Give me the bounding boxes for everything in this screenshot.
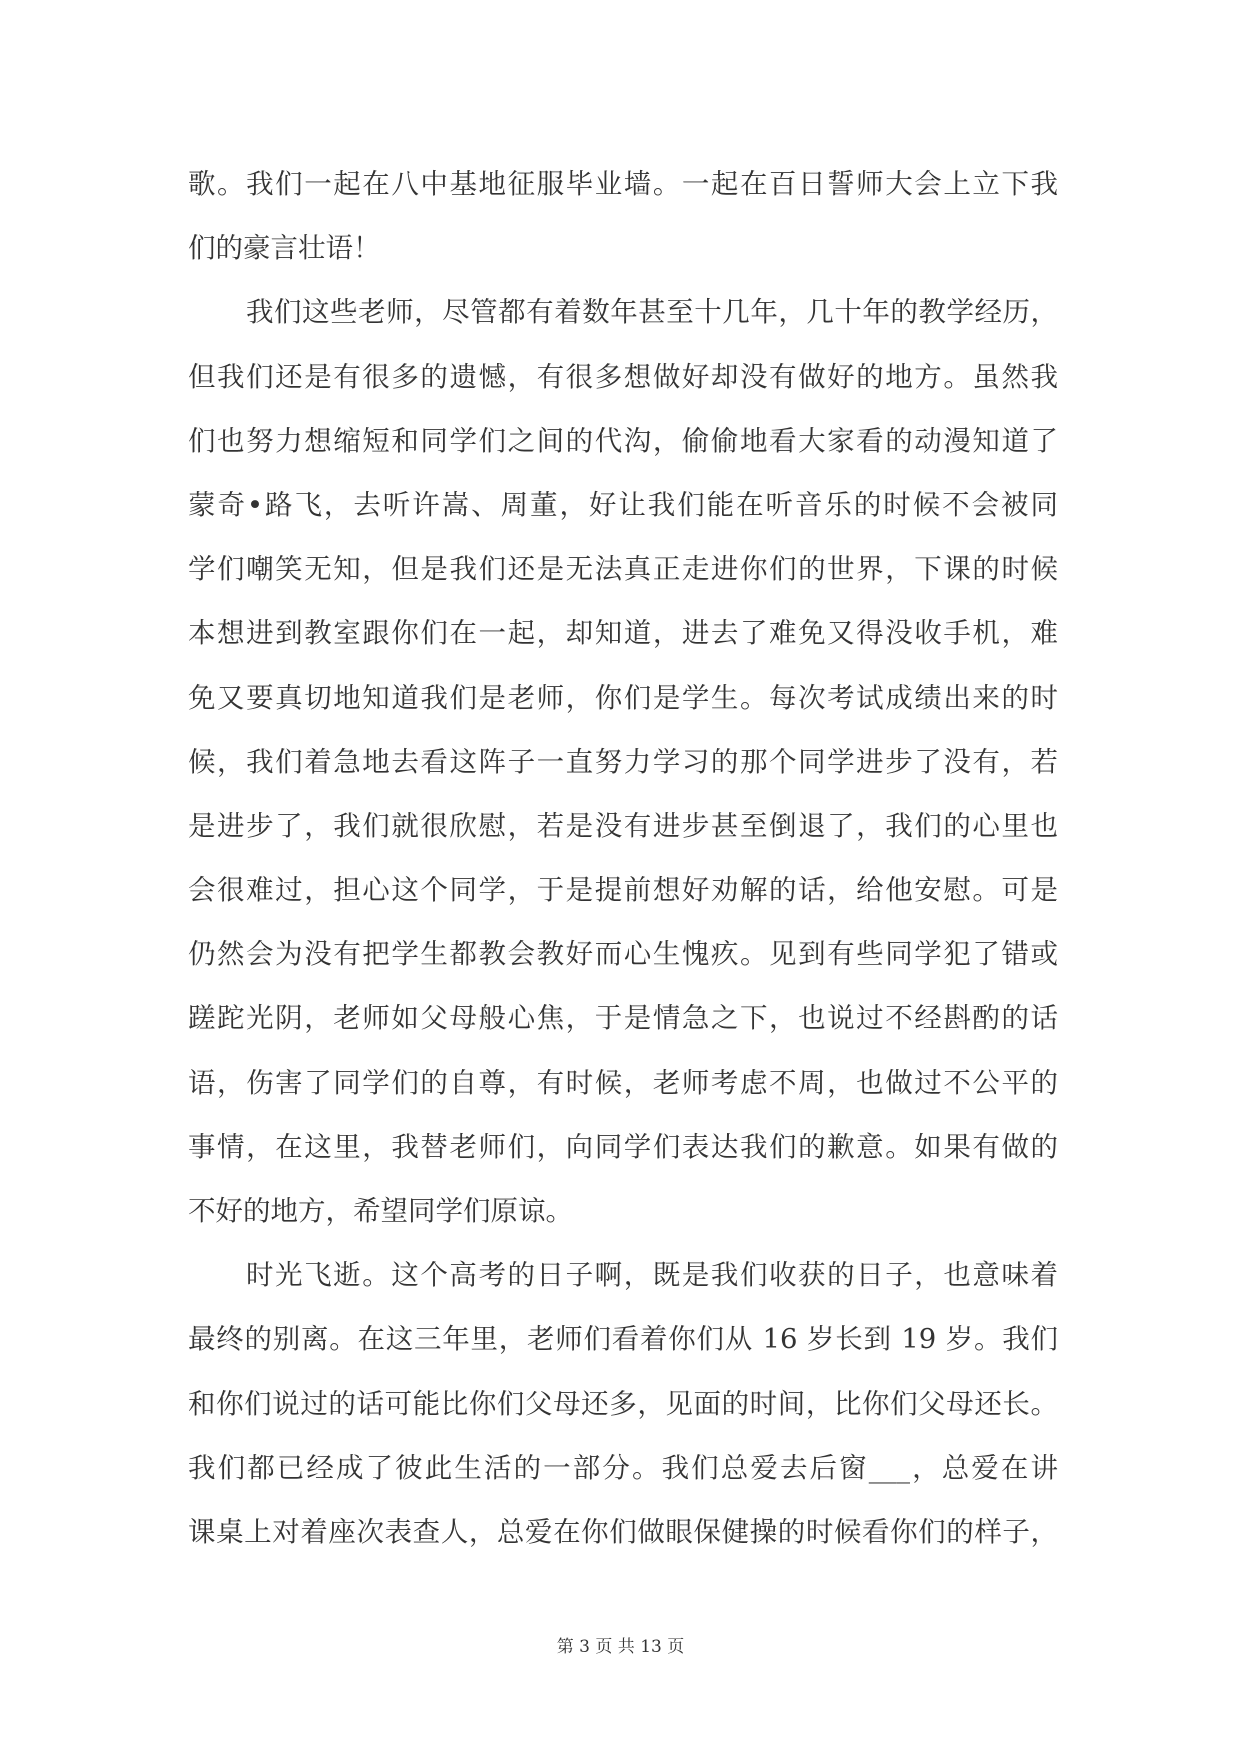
- text-line: 候，我们着急地去看这阵子一直努力学习的那个同学进步了没有，若: [188, 745, 1058, 778]
- page-number-footer: 第 3 页 共 13 页: [556, 1637, 685, 1657]
- text-line: 本想进到教室跟你们在一起，却知道，进去了难免又得没收手机，难: [188, 617, 1058, 650]
- text-line: 语，伤害了同学们的自尊，有时候，老师考虑不周，也做过不公平的: [188, 1066, 1058, 1099]
- text-line: 们也努力想缩短和同学们之间的代沟，偷偷地看大家看的动漫知道了: [188, 424, 1058, 457]
- text-line: 不好的地方，希望同学们原谅。: [188, 1195, 573, 1227]
- text-line: 学们嘲笑无知，但是我们还是无法真正走进你们的世界，下课的时候: [188, 553, 1058, 586]
- text-line: 和你们说过的话可能比你们父母还多，见面的时间，比你们父母还长。: [188, 1387, 1058, 1420]
- text-line: 我们都已经成了彼此生活的一部分。我们总爱去后窗___，总爱在讲: [188, 1451, 1058, 1484]
- text-line: 仍然会为没有把学生都教会教好而心生愧疚。见到有些同学犯了错或: [188, 938, 1058, 971]
- paragraph-start-line: 时光飞逝。这个高考的日子啊，既是我们收获的日子，也意味着: [246, 1259, 1058, 1292]
- text-line: 歌。我们一起在八中基地征服毕业墙。一起在百日誓师大会上立下我: [188, 168, 1058, 200]
- text-line: 蹉跎光阴，老师如父母般心焦，于是情急之下，也说过不经斟酌的话: [188, 1002, 1058, 1035]
- text-line: 蒙奇•路飞，去听许嵩、周董，好让我们能在听音乐的时候不会被同: [188, 488, 1058, 521]
- text-line: 们的豪言壮语！: [188, 232, 381, 265]
- text-line: 但我们还是有很多的遗憾，有很多想做好却没有做好的地方。虽然我: [188, 360, 1058, 393]
- paragraph-start-line: 我们这些老师，尽管都有着数年甚至十几年，几十年的教学经历，: [246, 296, 1058, 329]
- body-text: [188, 152, 1058, 1564]
- text-line: 是进步了，我们就很欣慰，若是没有进步甚至倒退了，我们的心里也: [188, 809, 1058, 842]
- text-line: 最终的别离。在这三年里，老师们看着你们从 16 岁长到 19 岁。我们: [188, 1323, 1058, 1356]
- text-line: 课桌上对着座次表查人，总爱在你们做眼保健操的时候看你们的样子，: [188, 1515, 1058, 1548]
- text-line: 事情，在这里，我替老师们，向同学们表达我们的歉意。如果有做的: [188, 1130, 1058, 1163]
- text-line: 免又要真切地知道我们是老师，你们是学生。每次考试成绩出来的时: [188, 681, 1058, 714]
- text-line: 会很难过，担心这个同学，于是提前想好劝解的话，给他安慰。可是: [188, 874, 1058, 907]
